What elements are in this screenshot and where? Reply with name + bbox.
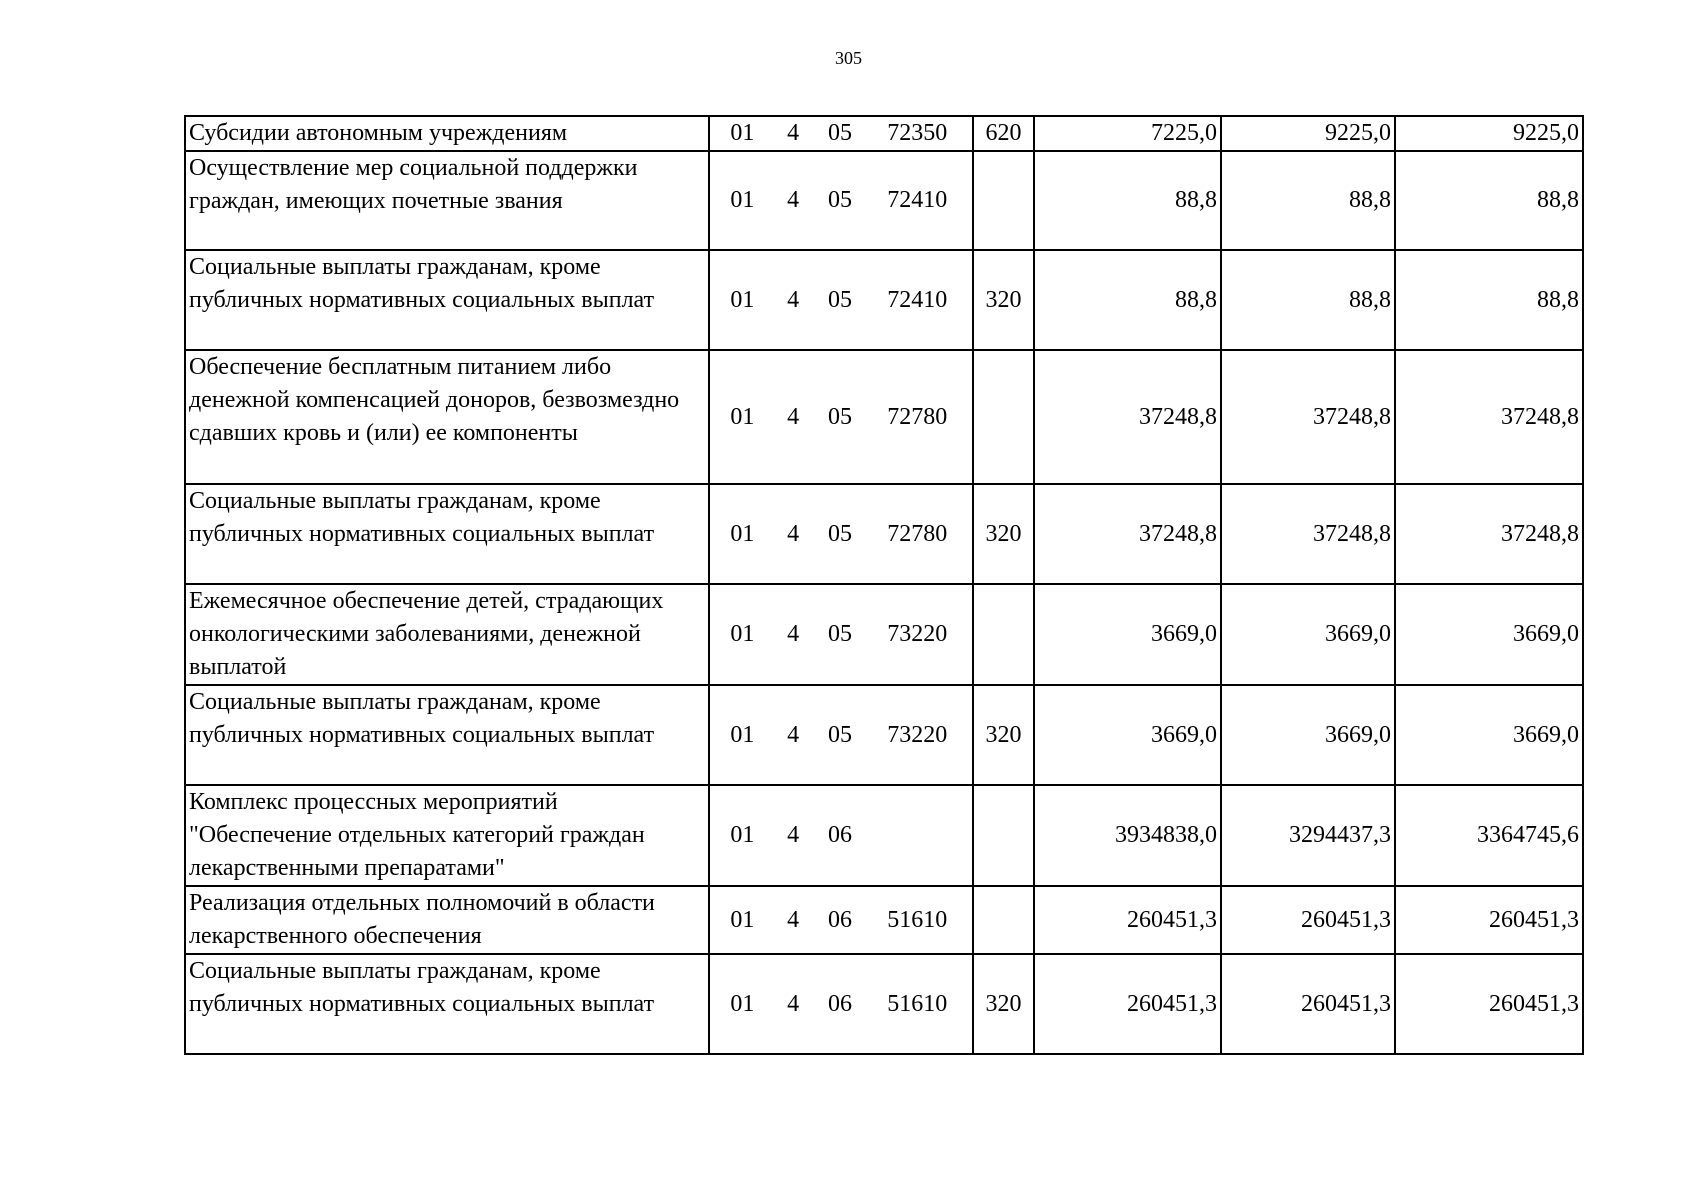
amount-year-3: 88,8 <box>1395 250 1583 350</box>
amount-year-3: 3364745,6 <box>1395 785 1583 886</box>
table-row <box>185 785 1583 886</box>
code-program: 4 <box>787 520 800 547</box>
code-direction: 72780 <box>887 520 948 547</box>
expense-type <box>973 350 1034 484</box>
amount-year-1: 3669,0 <box>1034 584 1221 685</box>
row-description: Социальные выплаты гражданам, кроме публичных нормативных социальных выплат <box>185 484 709 584</box>
expense-type: 320 <box>973 954 1034 1054</box>
table-row <box>185 350 1583 484</box>
code-section: 01 <box>730 822 755 848</box>
code-section: 01 <box>730 520 755 547</box>
amount-year-2: 37248,8 <box>1221 484 1395 584</box>
row-codes <box>709 151 973 250</box>
code-program: 4 <box>787 990 800 1017</box>
table-row <box>185 151 1583 250</box>
table-row <box>185 116 1583 151</box>
amount-year-1: 88,8 <box>1034 250 1221 350</box>
row-description: Социальные выплаты гражданам, кроме публичных нормативных социальных выплат <box>185 954 709 1054</box>
code-program: 4 <box>787 120 800 146</box>
code-subprogram: 05 <box>828 520 853 547</box>
code-subprogram: 06 <box>828 906 853 933</box>
expense-type: 320 <box>973 685 1034 785</box>
amount-year-3: 88,8 <box>1395 151 1583 250</box>
amount-year-2: 260451,3 <box>1221 886 1395 954</box>
code-subprogram: 05 <box>828 187 853 213</box>
amount-year-3: 9225,0 <box>1395 116 1583 151</box>
row-description: Социальные выплаты гражданам, кроме публичных нормативных социальных выплат <box>185 685 709 785</box>
amount-year-2: 88,8 <box>1221 250 1395 350</box>
code-section: 01 <box>730 120 755 146</box>
table-row <box>185 886 1583 954</box>
row-description: Осуществление мер социальной поддержки граждан, имеющих почетные звания <box>185 151 709 250</box>
page-number: 305 <box>835 48 862 68</box>
amount-year-3: 260451,3 <box>1395 954 1583 1054</box>
code-section: 01 <box>730 187 755 213</box>
code-program: 4 <box>787 621 800 647</box>
row-codes <box>709 886 973 954</box>
amount-year-1: 260451,3 <box>1034 886 1221 954</box>
amount-year-1: 260451,3 <box>1034 954 1221 1054</box>
code-subprogram: 05 <box>828 120 853 146</box>
code-direction: 73220 <box>887 721 948 748</box>
amount-year-1: 37248,8 <box>1034 350 1221 484</box>
code-section: 01 <box>730 621 755 647</box>
expense-type <box>973 886 1034 954</box>
code-direction: 51610 <box>887 990 948 1017</box>
code-program: 4 <box>787 403 800 430</box>
code-subprogram: 05 <box>828 621 853 647</box>
expense-type <box>973 785 1034 886</box>
table-row <box>185 484 1583 584</box>
code-program: 4 <box>787 721 800 748</box>
amount-year-2: 260451,3 <box>1221 954 1395 1054</box>
code-program: 4 <box>787 906 800 933</box>
code-section: 01 <box>730 286 755 313</box>
code-program: 4 <box>787 187 800 213</box>
table-row <box>185 685 1583 785</box>
amount-year-3: 3669,0 <box>1395 685 1583 785</box>
amount-year-3: 260451,3 <box>1395 886 1583 954</box>
row-codes <box>709 785 973 886</box>
row-codes <box>709 116 973 151</box>
expense-type: 320 <box>973 250 1034 350</box>
expense-type <box>973 151 1034 250</box>
row-codes <box>709 685 973 785</box>
amount-year-1: 88,8 <box>1034 151 1221 250</box>
row-codes <box>709 484 973 584</box>
table-row <box>185 250 1583 350</box>
code-subprogram: 06 <box>828 822 853 848</box>
budget-table <box>184 115 1584 1055</box>
expense-type <box>973 584 1034 685</box>
row-codes <box>709 250 973 350</box>
amount-year-2: 88,8 <box>1221 151 1395 250</box>
amount-year-3: 37248,8 <box>1395 350 1583 484</box>
amount-year-1: 3934838,0 <box>1034 785 1221 886</box>
code-subprogram: 05 <box>828 403 853 430</box>
code-section: 01 <box>730 906 755 933</box>
table-row <box>185 584 1583 685</box>
amount-year-2: 3669,0 <box>1221 584 1395 685</box>
row-codes <box>709 584 973 685</box>
amount-year-3: 37248,8 <box>1395 484 1583 584</box>
code-direction: 72780 <box>887 403 948 430</box>
table-row <box>185 954 1583 1054</box>
code-program: 4 <box>787 822 800 848</box>
expense-type: 620 <box>973 116 1034 151</box>
row-description: Реализация отдельных полномочий в области лекарственного обеспечения <box>185 886 709 954</box>
code-subprogram: 05 <box>828 286 853 313</box>
code-section: 01 <box>730 721 755 748</box>
row-description: Обеспечение бесплатным питанием либо денежной компенсацией доноров, безвозмездно сдавших кровь и (или) ее компоненты <box>185 350 709 484</box>
amount-year-2: 3669,0 <box>1221 685 1395 785</box>
amount-year-1: 37248,8 <box>1034 484 1221 584</box>
amount-year-2: 9225,0 <box>1221 116 1395 151</box>
code-subprogram: 05 <box>828 721 853 748</box>
row-description: Ежемесячное обеспечение детей, страдающих онкологическими заболеваниями, денежной выплатой <box>185 584 709 685</box>
row-codes <box>709 350 973 484</box>
row-codes <box>709 954 973 1054</box>
code-section: 01 <box>730 403 755 430</box>
code-section: 01 <box>730 990 755 1017</box>
code-direction: 51610 <box>887 906 948 933</box>
amount-year-1: 7225,0 <box>1034 116 1221 151</box>
code-subprogram: 06 <box>828 990 853 1017</box>
amount-year-1: 3669,0 <box>1034 685 1221 785</box>
code-direction: 73220 <box>887 621 948 647</box>
code-direction: 72410 <box>887 187 948 213</box>
row-description: Комплекс процессных мероприятий "Обеспечение отдельных категорий граждан лекарственными препаратами" <box>185 785 709 886</box>
amount-year-2: 37248,8 <box>1221 350 1395 484</box>
amount-year-2: 3294437,3 <box>1221 785 1395 886</box>
code-program: 4 <box>787 286 800 313</box>
row-description: Социальные выплаты гражданам, кроме публичных нормативных социальных выплат <box>185 250 709 350</box>
expense-type: 320 <box>973 484 1034 584</box>
amount-year-3: 3669,0 <box>1395 584 1583 685</box>
table-body <box>185 116 1583 1054</box>
code-direction: 72350 <box>887 120 948 146</box>
row-description: Субсидии автономным учреждениям <box>185 116 709 151</box>
code-direction: 72410 <box>887 286 948 313</box>
